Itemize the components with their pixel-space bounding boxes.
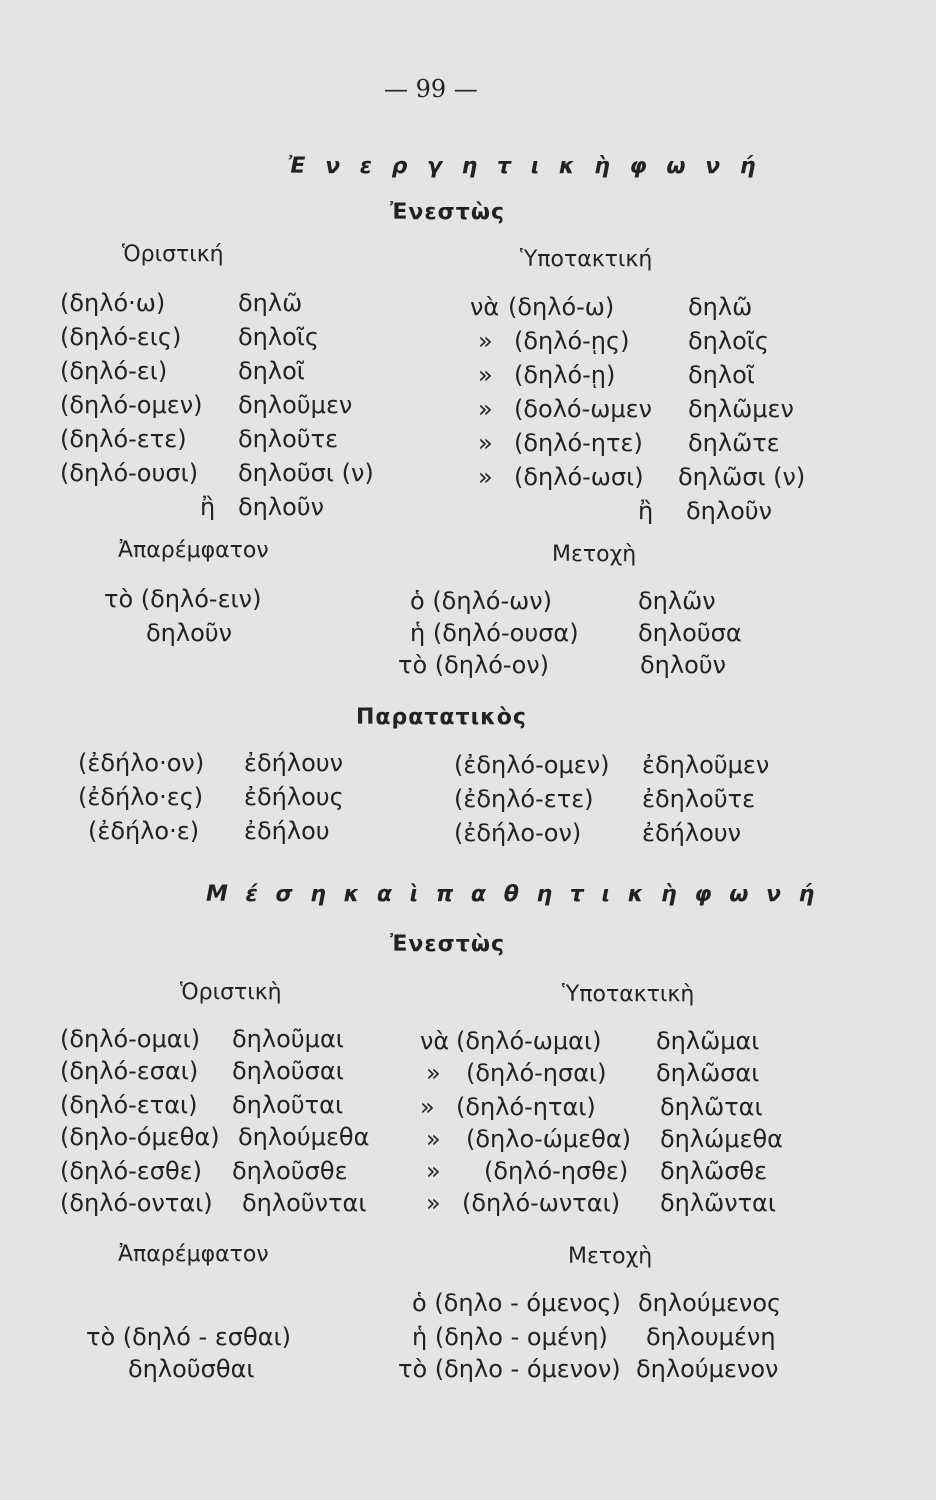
middle-subj-form-4: (δηλο-ώμεθα) xyxy=(466,1125,632,1153)
middle-ind-form-1: (δηλό-ομαι) xyxy=(60,1025,201,1053)
middle-present-title: Ἐνεστὼς xyxy=(390,932,505,957)
active-subj-particle-6: » xyxy=(478,463,493,491)
active-ind-contracted-2: δηλοῖς xyxy=(238,323,319,351)
middle-part-form-3: τὸ (δηλο - όμενον) xyxy=(398,1355,621,1383)
active-subj-contracted-5: δηλῶτε xyxy=(688,429,780,457)
imperfect-contracted-2: ἐδήλους xyxy=(244,783,344,811)
active-ind-form-6: (δηλό-ουσι) xyxy=(60,459,199,487)
middle-infinitive-form: τὸ (δηλό - εσθαι) xyxy=(86,1323,291,1351)
active-ind-contracted-7: δηλοῦν xyxy=(238,493,325,521)
active-subj-particle-2: » xyxy=(478,327,493,355)
middle-subjunctive-label: Ὑποτακτικὴ xyxy=(562,982,695,1007)
middle-ind-contracted-2: δηλοῦσαι xyxy=(232,1057,344,1085)
active-infinitive-form: τὸ (δηλό-ειν) xyxy=(104,585,262,613)
active-subj-form-4: (δολό-ωμεν xyxy=(514,395,653,423)
imperfect-form-3: (ἐδήλο·ε) xyxy=(88,817,200,845)
middle-subj-particle-5: » xyxy=(426,1157,441,1185)
active-ind-contracted-4: δηλοῦμεν xyxy=(238,391,353,419)
imperfect-form-6: (ἐδήλο-ον) xyxy=(454,819,582,847)
middle-part-form-1: ὁ (δηλο - όμενος) xyxy=(412,1289,621,1317)
middle-voice-title: Μ έ σ η κ α ὶ π α θ η τ ι κ ὴ φ ω ν ή xyxy=(206,882,820,907)
middle-ind-contracted-6: δηλοῦνται xyxy=(242,1189,367,1217)
middle-subj-contracted-1: δηλῶμαι xyxy=(656,1027,760,1055)
active-ind-form-3: (δηλό-ει) xyxy=(60,357,168,385)
active-subj-contracted-6: δηλῶσι (ν) xyxy=(678,463,806,491)
active-part-form-1: ὁ (δηλό-ων) xyxy=(410,587,552,615)
middle-part-contracted-3: δηλούμενον xyxy=(636,1355,779,1383)
middle-indicative-label: Ὁριστικὴ xyxy=(180,980,282,1005)
middle-ind-contracted-3: δηλοῦται xyxy=(232,1091,344,1119)
middle-subj-form-6: (δηλό-ωνται) xyxy=(462,1189,621,1217)
middle-subj-contracted-2: δηλῶσαι xyxy=(656,1059,760,1087)
active-part-form-2: ἡ (δηλό-ουσα) xyxy=(410,619,579,647)
active-part-contracted-3: δηλοῦν xyxy=(640,651,727,679)
middle-ind-contracted-5: δηλοῦσθε xyxy=(232,1157,348,1185)
middle-ind-form-5: (δηλό-εσθε) xyxy=(60,1157,203,1185)
imperfect-contracted-5: ἐδηλοῦτε xyxy=(642,785,756,813)
middle-part-contracted-1: δηλούμενος xyxy=(638,1289,782,1317)
middle-subj-form-3: (δηλό-ηται) xyxy=(456,1093,596,1121)
active-ind-contracted-1: δηλῶ xyxy=(238,289,303,317)
active-ind-contracted-3: δηλοῖ xyxy=(238,357,305,385)
active-ind-contracted-5: δηλοῦτε xyxy=(238,425,339,453)
active-ind-contracted-6: δηλοῦσι (ν) xyxy=(238,459,374,487)
active-subj-particle-1: νὰ xyxy=(470,293,500,321)
imperfect-form-5: (ἐδηλό-ετε) xyxy=(454,785,594,813)
middle-ind-form-3: (δηλό-εται) xyxy=(60,1091,198,1119)
middle-infinitive-label: Ἀπαρέμφατον xyxy=(118,1242,269,1267)
middle-infinitive-contracted: δηλοῦσθαι xyxy=(128,1355,255,1383)
middle-ind-form-6: (δηλό-ονται) xyxy=(60,1189,213,1217)
middle-ind-contracted-1: δηλοῦμαι xyxy=(232,1025,344,1053)
active-subj-form-1: (δηλό-ω) xyxy=(508,293,615,321)
active-subj-contracted-7: δηλοῦν xyxy=(686,497,773,525)
imperfect-contracted-1: ἐδήλουν xyxy=(244,749,344,777)
imperfect-form-1: (ἐδήλο·ον) xyxy=(78,749,205,777)
middle-ind-form-4: (δηλο-όμεθα) xyxy=(60,1123,220,1151)
active-subj-form-6: (δηλό-ωσι) xyxy=(514,463,644,491)
active-subj-contracted-4: δηλῶμεν xyxy=(688,395,794,423)
active-subjunctive-label: Ὑποτακτική xyxy=(520,247,653,272)
middle-part-form-2: ἡ (δηλο - ομένη) xyxy=(412,1323,608,1351)
middle-subj-form-2: (δηλό-ησαι) xyxy=(466,1059,607,1087)
middle-subj-contracted-6: δηλῶνται xyxy=(660,1189,776,1217)
active-ind-or: ἢ xyxy=(200,493,216,521)
imperfect-form-2: (ἐδήλο·ες) xyxy=(78,783,204,811)
active-participle-label: Μετοχὴ xyxy=(552,542,637,567)
active-part-contracted-1: δηλῶν xyxy=(638,587,716,615)
active-subj-contracted-2: δηλοῖς xyxy=(688,327,769,355)
active-ind-form-2: (δηλό-εις) xyxy=(60,323,182,351)
active-subj-contracted-3: δηλοῖ xyxy=(688,361,755,389)
middle-subj-form-1: (δηλό-ωμαι) xyxy=(456,1027,602,1055)
middle-ind-form-2: (δηλό-εσαι) xyxy=(60,1057,199,1085)
middle-subj-contracted-4: δηλώμεθα xyxy=(660,1125,783,1153)
imperfect-contracted-3: ἐδήλου xyxy=(244,817,330,845)
active-voice-title: Ἐ ν ε ρ γ η τ ι κ ὴ φ ω ν ή xyxy=(288,154,762,179)
middle-subj-particle-6: » xyxy=(426,1189,441,1217)
middle-subj-particle-3: » xyxy=(420,1093,435,1121)
imperfect-title: Παρατατικὸς xyxy=(356,705,527,730)
middle-subj-particle-2: » xyxy=(426,1059,441,1087)
active-subj-particle-3: » xyxy=(478,361,493,389)
active-ind-form-5: (δηλό-ετε) xyxy=(60,425,187,453)
middle-ind-contracted-4: δηλούμεθα xyxy=(238,1123,370,1151)
active-subj-form-5: (δηλό-ητε) xyxy=(514,429,643,457)
active-subj-form-3: (δηλό-ῃ) xyxy=(514,361,616,389)
active-subj-particle-5: » xyxy=(478,429,493,457)
active-subj-particle-4: » xyxy=(478,395,493,423)
middle-participle-label: Μετοχὴ xyxy=(568,1244,653,1269)
middle-subj-contracted-3: δηλῶται xyxy=(660,1093,763,1121)
middle-subj-contracted-5: δηλῶσθε xyxy=(660,1157,768,1185)
imperfect-contracted-4: ἐδηλοῦμεν xyxy=(642,751,770,779)
middle-part-contracted-2: δηλουμένη xyxy=(646,1323,776,1351)
active-infinitive-contracted: δηλοῦν xyxy=(146,619,233,647)
active-infinitive-label: Ἀπαρέμφατον xyxy=(118,538,269,563)
middle-subj-particle-4: » xyxy=(426,1125,441,1153)
active-part-form-3: τὸ (δηλό-ον) xyxy=(398,651,550,679)
active-subj-form-2: (δηλό-ῃς) xyxy=(514,327,630,355)
page-number: — 99 — xyxy=(384,75,478,103)
active-ind-form-1: (δηλό·ω) xyxy=(60,289,166,317)
active-part-contracted-2: δηλοῦσα xyxy=(638,619,742,647)
middle-subj-form-5: (δηλό-ησθε) xyxy=(484,1157,629,1185)
active-ind-form-4: (δηλό-ομεν) xyxy=(60,391,203,419)
active-present-title: Ἐνεστὼς xyxy=(390,200,505,225)
active-subj-contracted-1: δηλῶ xyxy=(688,293,753,321)
imperfect-form-4: (ἐδηλό-ομεν) xyxy=(454,751,610,779)
middle-subj-particle-1: νὰ xyxy=(420,1027,450,1055)
active-subj-or: ἢ xyxy=(638,497,654,525)
imperfect-contracted-6: ἐδήλουν xyxy=(642,819,742,847)
active-indicative-label: Ὁριστική xyxy=(122,242,224,267)
